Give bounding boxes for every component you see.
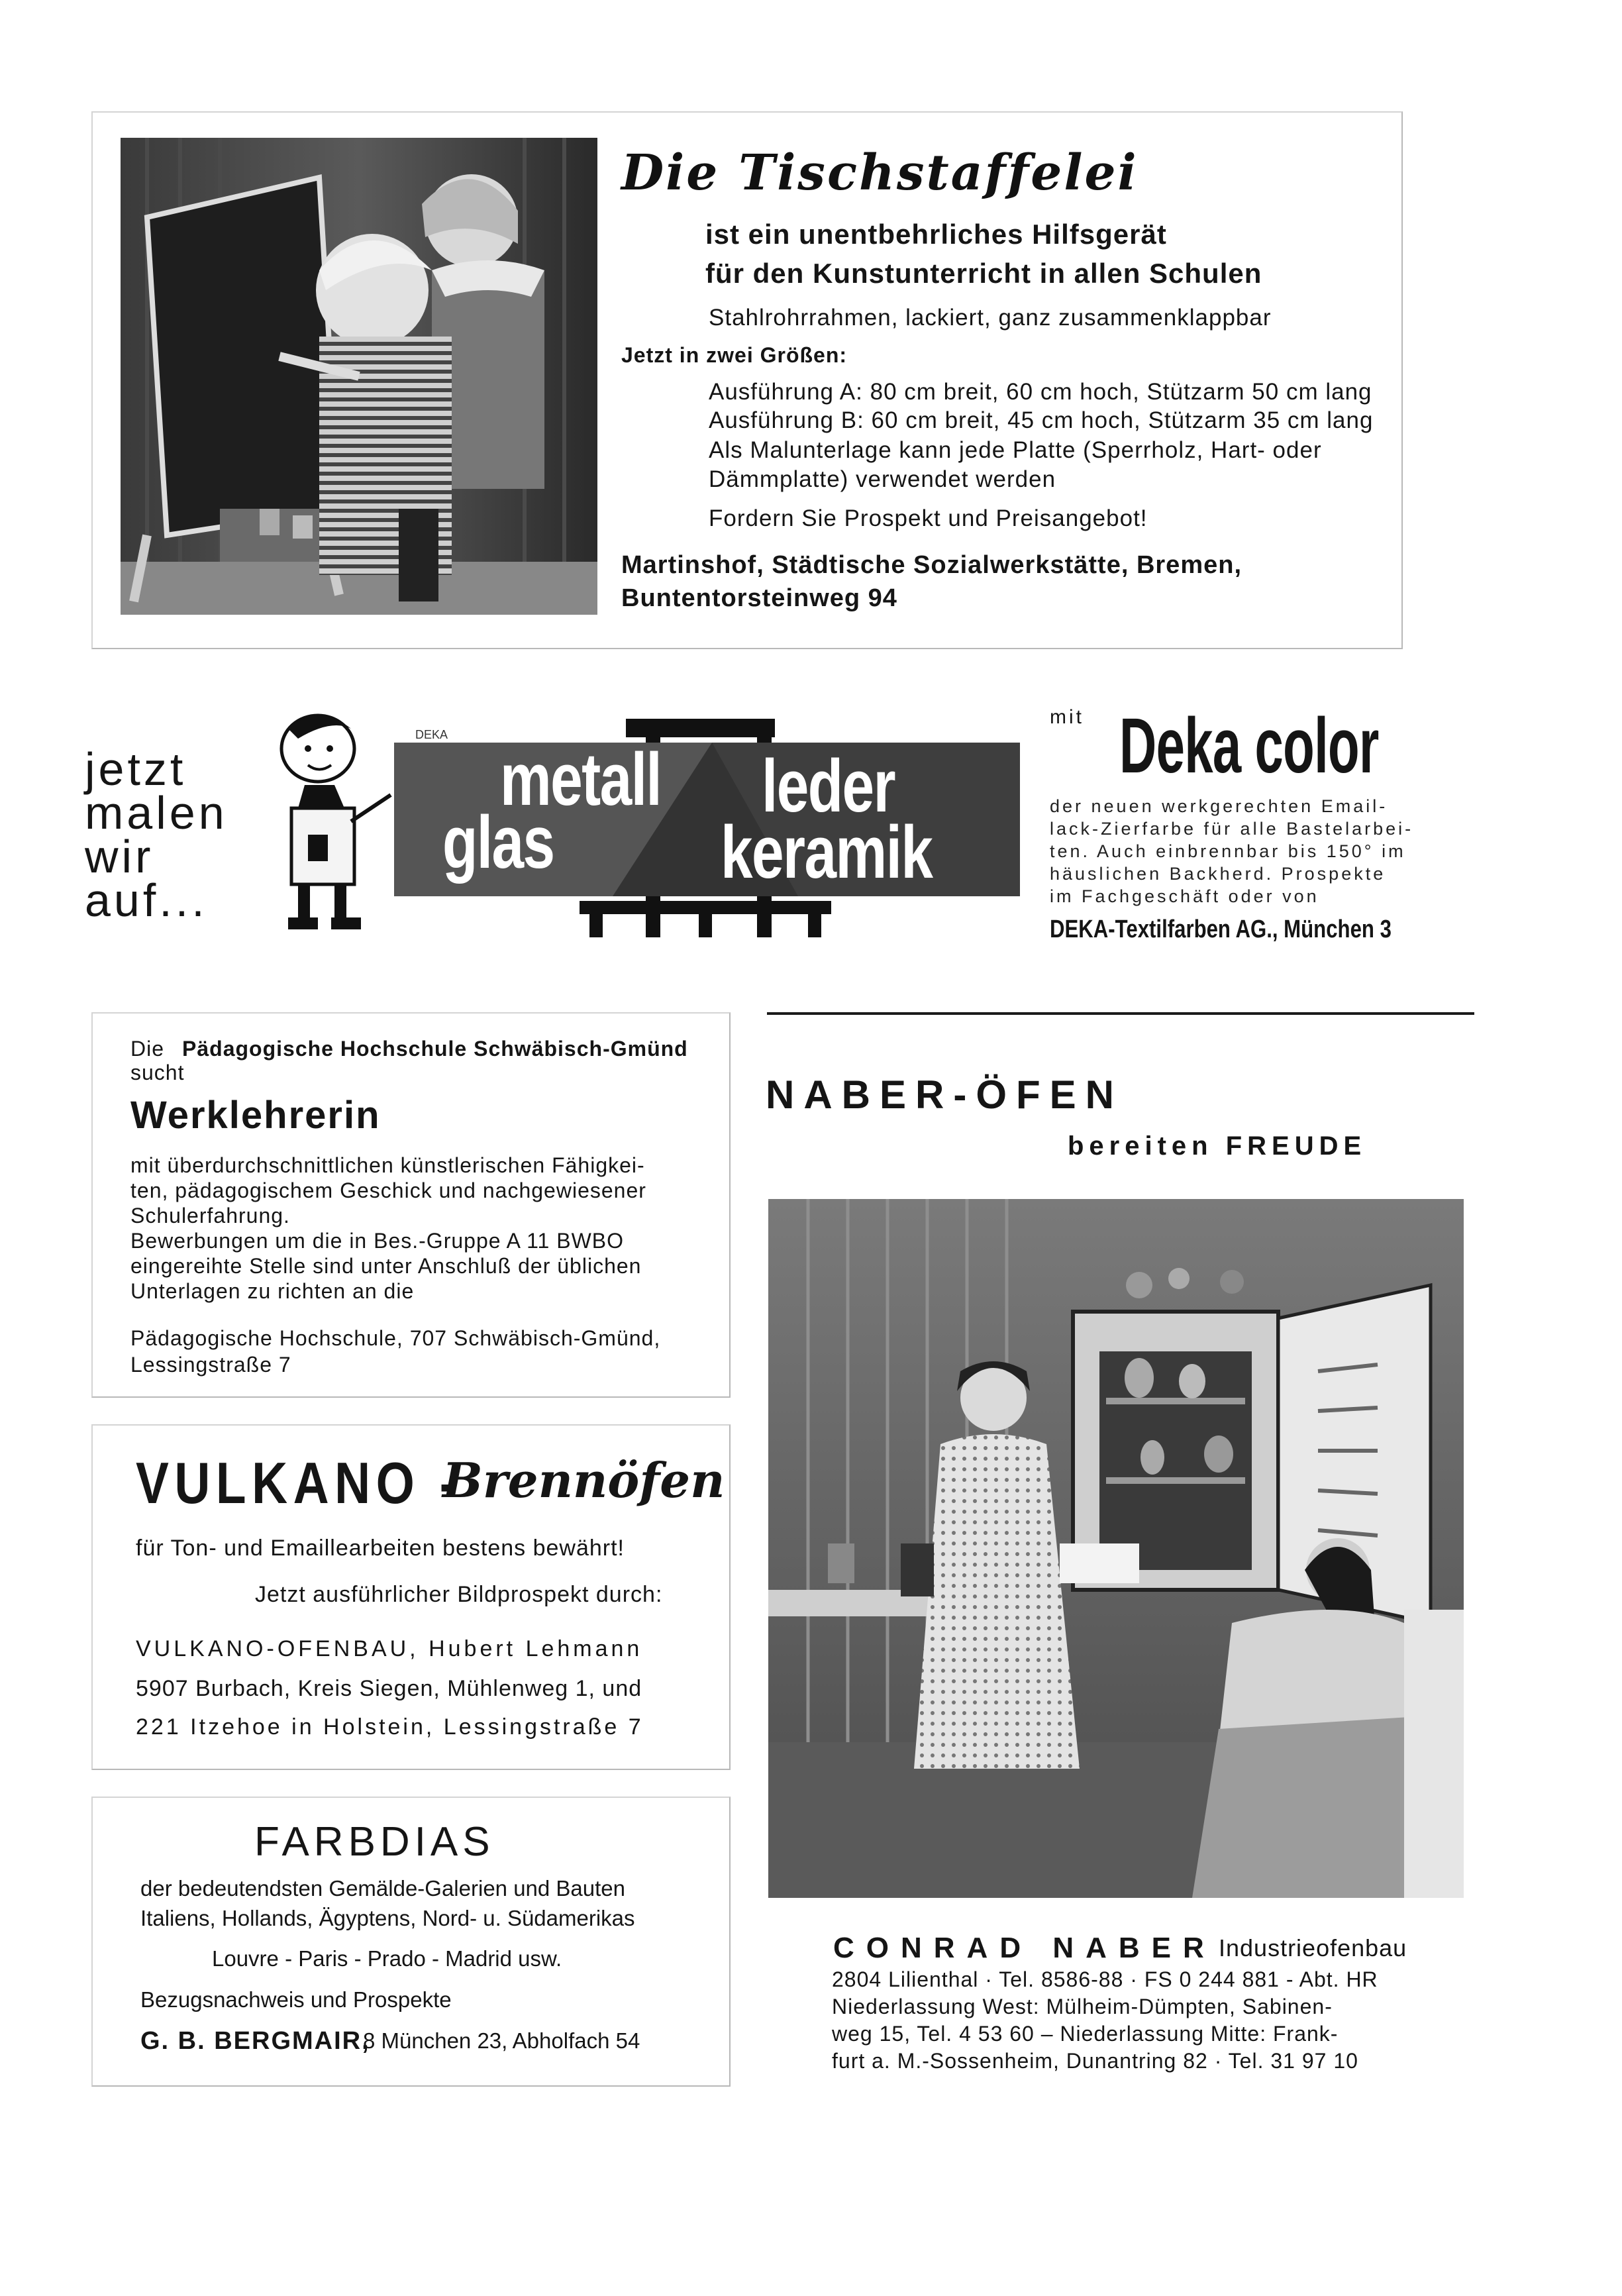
naber-top-rule [767, 1012, 1474, 1015]
naber-brand: NABER-ÖFEN [766, 1072, 1123, 1117]
naber-contact-line: weg 15, Tel. 4 53 60 – Niederlassung Mitte: Frank- [832, 2022, 1339, 2046]
vulkano-prospect: Jetzt ausführlicher Bildprospekt durch: [255, 1582, 663, 1607]
vulkano-company: VULKANO-OFENBAU, Hubert Lehmann [136, 1636, 643, 1661]
slogan-line: wir [85, 831, 154, 882]
women-at-kiln-image [768, 1199, 1464, 1898]
slogan-line: jetzt [85, 743, 187, 795]
deka-body-line: im Fachgeschäft oder von [1050, 886, 1319, 906]
farbdias-company: G. B. BERGMAIR, [140, 2027, 370, 2055]
deka-brand: Deka color [1119, 702, 1379, 790]
ad-easel-photo [121, 138, 597, 615]
material-glas: glas [442, 801, 554, 884]
deka-company: DEKA-Textilfarben AG., München 3 [1050, 915, 1392, 943]
material-leder: leder [762, 745, 895, 827]
farbdias-line-2: Italiens, Hollands, Ägyptens, Nord- u. Südamerikas [140, 1906, 635, 1930]
naber-company: CONRAD NABER [833, 1932, 1216, 1964]
job-req-line: Schulerfahrung. [130, 1204, 290, 1227]
ad-easel-address-2: Buntentorsteinweg 94 [621, 584, 897, 612]
ad-easel-address-1: Martinshof, Städtische Sozialwerkstätte, Bremen, [621, 551, 1242, 579]
naber-contact-line: Niederlassung West: Mülheim-Dümpten, Sabinen- [832, 1995, 1333, 2018]
ad-deka-slogan [85, 743, 228, 926]
vulkano-brand-script: Brennöfen [442, 1452, 725, 1508]
naber-slogan: bereiten FREUDE [1068, 1131, 1367, 1161]
slogan-line: auf... [85, 874, 208, 926]
ad-easel-headline-1: ist ein unentbehrliches Hilfsgerät [705, 219, 1167, 250]
job-address-line: Lessingstraße 7 [130, 1353, 291, 1377]
job-req-line: ten, pädagogischem Geschick und nachgewiesener [130, 1178, 646, 1202]
farbdias-line-1: der bedeutendsten Gemälde-Galerien und Bauten [140, 1876, 626, 1901]
deka-body-line: lack-Zierfarbe für alle Bastelarbei- [1050, 819, 1414, 839]
deka-body-line: ten. Auch einbrennbar bis 150° im [1050, 841, 1406, 861]
vulkano-tagline: für Ton- und Emaillearbeiten bestens bewährt! [136, 1536, 625, 1561]
farbdias-address: 8 München 23, Abholfach 54 [363, 2028, 640, 2053]
job-req-line: Bewerbungen um die in Bes.-Gruppe A 11 BWBO [130, 1229, 625, 1253]
ad-easel-variant-a: Ausführung A: 80 cm breit, 60 cm hoch, Stützarm 50 cm lang [709, 379, 1372, 405]
ad-easel-variant-b: Ausführung B: 60 cm breit, 45 cm hoch, Stützarm 35 cm lang [709, 407, 1374, 433]
slogan-line: malen [85, 787, 228, 839]
naber-contact [832, 1966, 1378, 2075]
deka-body [1050, 795, 1413, 908]
job-requirements [130, 1153, 646, 1304]
deka-body-line: häuslichen Backherd. Prospekte [1050, 864, 1386, 884]
ad-easel-sizes-label: Jetzt in zwei Größen: [621, 343, 848, 367]
job-intro-school: Pädagogische Hochschule Schwäbisch-Gmünd [182, 1037, 688, 1061]
deka-logo: DEKA [415, 728, 448, 741]
material-keramik: keramik [721, 811, 933, 894]
painter-boy-illustration [272, 702, 397, 941]
farbdias-museums: Louvre - Paris - Prado - Madrid usw. [212, 1946, 562, 1971]
ad-easel-frame-text: Stahlrohrrahmen, lackiert, ganz zusammenklappbar [709, 305, 1272, 331]
job-address [130, 1325, 660, 1378]
ad-easel-request: Fordern Sie Prospekt und Preisangebot! [709, 505, 1148, 531]
naber-photo [768, 1199, 1464, 1898]
job-req-line: mit überdurchschnittlichen künstlerischen Fähigkei- [130, 1153, 645, 1177]
job-req-line: Unterlagen zu richten an die [130, 1279, 415, 1303]
farbdias-title: FARBDIAS [254, 1819, 495, 1865]
vulkano-brand: VULKANO - [136, 1450, 462, 1516]
naber-contact-line: furt a. M.-Sossenheim, Dunantring 82 · Tel. 31 97 10 [832, 2049, 1358, 2073]
deka-body-line: der neuen werkgerechten Email- [1050, 796, 1388, 816]
vulkano-address-2: 221 Itzehoe in Holstein, Lessingstraße 7 [136, 1714, 644, 1740]
job-address-line: Pädagogische Hochschule, 707 Schwäbisch-Gmünd, [130, 1326, 661, 1350]
ad-easel-title: Die Tischstaffelei [621, 144, 1139, 201]
job-position: Werklehrerin [130, 1094, 381, 1137]
ad-easel-headline-2: für den Kunstunterricht in allen Schulen [705, 258, 1262, 289]
job-intro-sucht: sucht [130, 1061, 185, 1084]
farbdias-supply: Bezugsnachweis und Prospekte [140, 1987, 452, 2012]
job-req-line: eingereihte Stelle sind unter Anschluß der üblichen [130, 1254, 642, 1278]
ad-easel-base-1: Als Malunterlage kann jede Platte (Sperrholz, Hart- oder [709, 437, 1322, 463]
job-intro-die: Die [130, 1037, 165, 1061]
vulkano-address-1: 5907 Burbach, Kreis Siegen, Mühlenweg 1, und [136, 1676, 642, 1701]
naber-contact-line: 2804 Lilienthal · Tel. 8586-88 · FS 0 244 881 - Abt. HR [832, 1967, 1378, 1991]
material-metall: metall [500, 738, 662, 821]
ad-easel-base-2: Dämmplatte) verwendet werden [709, 466, 1056, 492]
naber-company-type: Industrieofenbau [1219, 1934, 1407, 1961]
deka-mit: mit [1050, 706, 1084, 728]
children-at-easel-image [121, 138, 597, 615]
